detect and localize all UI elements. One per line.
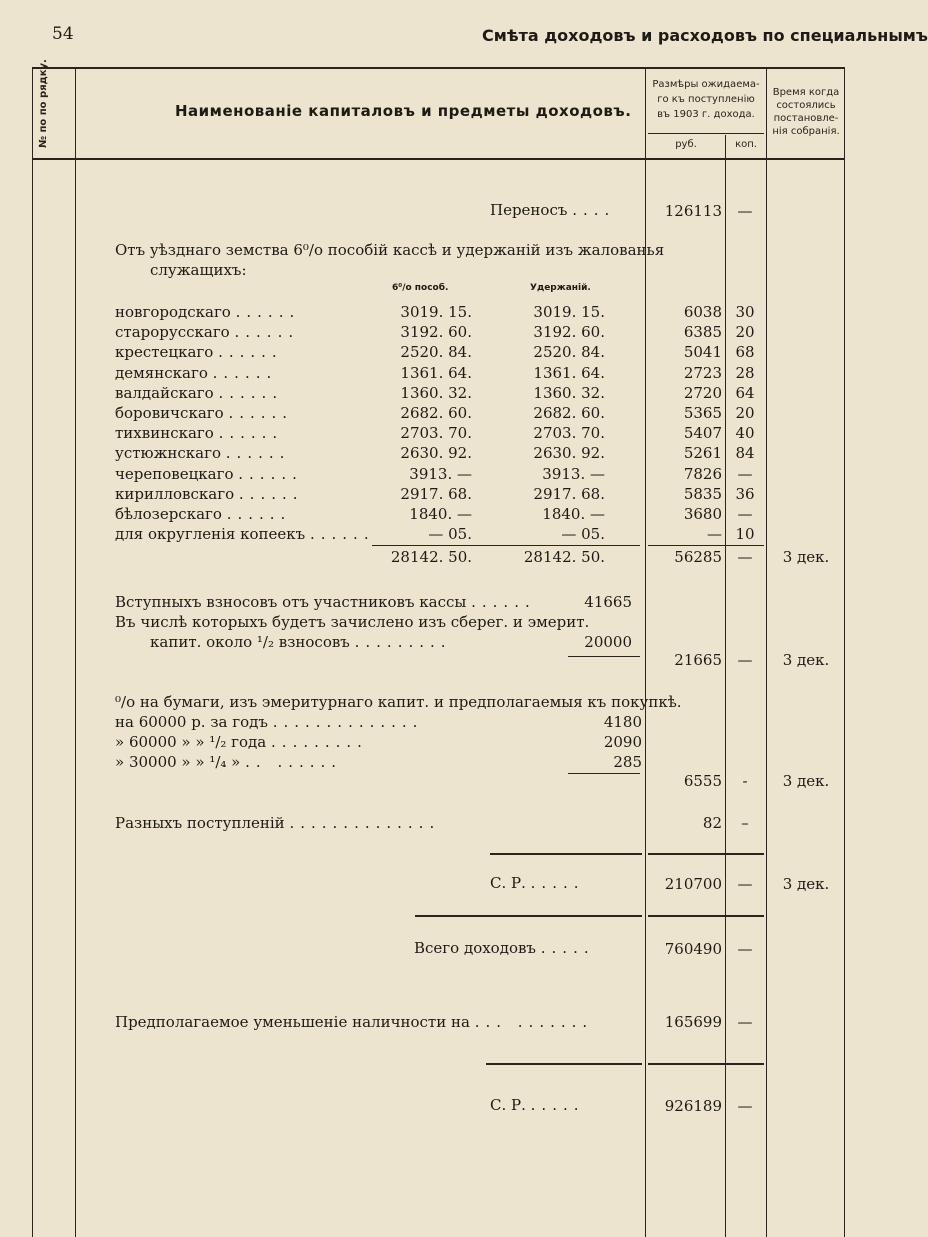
zemstvo-row-b: — 05. bbox=[561, 525, 605, 543]
header-date-l2: состоялись bbox=[776, 100, 836, 111]
zemstvo-row-b: 3019. 15. bbox=[533, 303, 605, 321]
entry-kop: — bbox=[737, 651, 753, 669]
total-label: Всего доходовъ ..... bbox=[414, 939, 595, 957]
zemstvo-row-name: кирилловскаго ...... bbox=[115, 485, 304, 503]
zemstvo-row-kop: — bbox=[737, 505, 753, 523]
header-date-l1: Время когда bbox=[772, 87, 840, 98]
sr1-kop: — bbox=[737, 875, 753, 893]
header-kop: коп. bbox=[735, 139, 757, 150]
zemstvo-row-kop: 10 bbox=[735, 525, 755, 543]
zemstvo-row-name-text: валдайскаго bbox=[115, 384, 214, 402]
zemstvo-total-b: 28142. 50. bbox=[523, 548, 605, 566]
zemstvo-row-b: 2917. 68. bbox=[533, 485, 605, 503]
col-border bbox=[725, 135, 726, 1237]
zemstvo-row-kop: 30 bbox=[735, 303, 755, 321]
zemstvo-row-kop: 28 bbox=[735, 364, 755, 382]
interest-rule bbox=[568, 773, 640, 774]
zemstvo-row-kop: 20 bbox=[735, 323, 755, 341]
zemstvo-row-rub: 2723 bbox=[683, 364, 722, 382]
zemstvo-date: 3 дек. bbox=[782, 548, 830, 566]
zemstvo-row-name: новгородскаго ...... bbox=[115, 303, 301, 321]
entry-v1: 41665 bbox=[584, 593, 632, 611]
total-rub: 760490 bbox=[664, 940, 722, 958]
sum-rule bbox=[490, 853, 642, 855]
carry-label: Переносъ .... bbox=[490, 201, 616, 219]
zemstvo-row-a: 2520. 84. bbox=[400, 343, 472, 361]
zemstvo-row-a: 2682. 60. bbox=[400, 404, 472, 422]
zemstvo-row-b: 1360. 32. bbox=[533, 384, 605, 402]
zemstvo-row-a: 3913. — bbox=[409, 465, 472, 483]
zemstvo-row-rub: 6038 bbox=[683, 303, 722, 321]
zemstvo-row-a: 2703. 70. bbox=[400, 424, 472, 442]
entry-date: 3 дек. bbox=[782, 651, 830, 669]
zemstvo-row-b: 2520. 84. bbox=[533, 343, 605, 361]
col-border bbox=[75, 67, 76, 1237]
zemstvo-row-name-text: демянскаго bbox=[115, 364, 208, 382]
zemstvo-row-a: 1361. 64. bbox=[400, 364, 472, 382]
zemstvo-row-kop: 20 bbox=[735, 404, 755, 422]
zemstvo-row-b: 2630. 92. bbox=[533, 444, 605, 462]
interest-date: 3 дек. bbox=[782, 772, 830, 790]
subtotal-rule bbox=[648, 545, 764, 546]
sr2-kop: — bbox=[737, 1097, 753, 1115]
header-amount-l2: го къ поступленiю bbox=[657, 94, 755, 105]
zemstvo-row-name: череповецкаго ...... bbox=[115, 465, 303, 483]
zemstvo-row-name-text: череповецкаго bbox=[115, 465, 234, 483]
zemstvo-row-name-text: новгородскаго bbox=[115, 303, 231, 321]
subtotal-rule bbox=[372, 545, 640, 546]
zemstvo-row-name: устюжнскаго ...... bbox=[115, 444, 291, 462]
interest-r1: на 60000 р. за годъ .............. bbox=[115, 713, 424, 731]
zemstvo-row-rub: 2720 bbox=[683, 384, 722, 402]
entry-l3: капит. около ¹/₂ взносовъ ......... bbox=[150, 633, 452, 651]
zemstvo-row-name-text: кирилловскаго bbox=[115, 485, 235, 503]
decrease-kop: — bbox=[737, 1013, 753, 1031]
entry-l1: Вступныхъ взносовъ отъ участниковъ кассы ...... bbox=[115, 593, 536, 611]
zemstvo-row-b: 1840. — bbox=[542, 505, 605, 523]
sum-rule bbox=[648, 853, 764, 855]
col-border bbox=[844, 67, 845, 1237]
zemstvo-row-name-text: бѣлозерскаго bbox=[115, 505, 222, 523]
zemstvo-row-rub: 3680 bbox=[683, 505, 722, 523]
zemstvo-col-a: 6⁰/о пособ. bbox=[392, 283, 449, 293]
running-title: Смѣта доходовъ и расходовъ по специальнымъ bbox=[482, 26, 928, 45]
col-border bbox=[766, 67, 767, 1237]
zemstvo-row-a: 1360. 32. bbox=[400, 384, 472, 402]
decrease-rub: 165699 bbox=[664, 1013, 722, 1031]
header-bottom-rule bbox=[32, 158, 844, 160]
sr1-date: 3 дек. bbox=[782, 875, 830, 893]
header-amount-l3: въ 1903 г. дохода. bbox=[657, 109, 755, 120]
zemstvo-row-name-text: для округленiя копеекъ bbox=[115, 525, 306, 543]
zemstvo-col-b: Удержанiй. bbox=[530, 283, 591, 293]
sum-rule bbox=[415, 915, 642, 917]
rub-kop-rule bbox=[648, 133, 764, 134]
total-kop: — bbox=[737, 940, 753, 958]
zemstvo-row-name: валдайскаго ...... bbox=[115, 384, 284, 402]
zemstvo-row-name-text: тихвинскаго bbox=[115, 424, 214, 442]
zemstvo-row-rub: 5041 bbox=[683, 343, 722, 361]
zemstvo-row-rub: 5835 bbox=[683, 485, 722, 503]
sum-rule bbox=[648, 915, 764, 917]
zemstvo-row-kop: 64 bbox=[735, 384, 755, 402]
interest-r2: » 60000 » » ¹/₂ года ......... bbox=[115, 733, 368, 751]
zemstvo-row-b: 1361. 64. bbox=[533, 364, 605, 382]
zemstvo-row-a: 3192. 60. bbox=[400, 323, 472, 341]
sr2-label: С. Р. ..... bbox=[490, 1096, 585, 1114]
interest-kop: - bbox=[742, 772, 748, 790]
interest-l1: ⁰/о на бумаги, изъ эмеритурнаго капит. и предполагаемыя къ покупкѣ. bbox=[115, 693, 682, 711]
zemstvo-row-name: бѣлозерскаго ...... bbox=[115, 505, 292, 523]
col-border bbox=[32, 67, 33, 1237]
zemstvo-row-kop: 40 bbox=[735, 424, 755, 442]
zemstvo-row-a: 1840. — bbox=[409, 505, 472, 523]
zemstvo-row-a: 2630. 92. bbox=[400, 444, 472, 462]
sr1-rub: 210700 bbox=[664, 875, 722, 893]
zemstvo-row-rub: 5407 bbox=[683, 424, 722, 442]
sr1-label: С. Р. ..... bbox=[490, 874, 585, 892]
header-name: Наименованiе капиталовъ и предметы доходовъ. bbox=[175, 102, 632, 120]
zemstvo-row-rub: 5365 bbox=[683, 404, 722, 422]
zemstvo-row-rub: 5261 bbox=[683, 444, 722, 462]
zemstvo-row-name: демянскаго ...... bbox=[115, 364, 278, 382]
zemstvo-row-name: крестецкаго ...... bbox=[115, 343, 283, 361]
zemstvo-title-l1: Отъ уѣзднаго земства 6⁰/о пособiй кассѣ и удержанiй изъ жалованья bbox=[115, 241, 665, 259]
zemstvo-row-b: 3913. — bbox=[542, 465, 605, 483]
zemstvo-row-rub: 6385 bbox=[683, 323, 722, 341]
zemstvo-title-l2: служащихъ: bbox=[150, 261, 247, 279]
zemstvo-row-a: 2917. 68. bbox=[400, 485, 472, 503]
entry-rub: 21665 bbox=[674, 651, 722, 669]
zemstvo-row-b: 2682. 60. bbox=[533, 404, 605, 422]
entry-rule bbox=[568, 656, 640, 657]
sum-rule bbox=[648, 1063, 764, 1065]
carry-kop: — bbox=[737, 202, 753, 220]
zemstvo-row-a: — 05. bbox=[428, 525, 472, 543]
misc-label: Разныхъ поступленiй .............. bbox=[115, 814, 441, 832]
interest-r3: » 30000 » » ¹/₄ » .. ...... bbox=[115, 753, 343, 771]
misc-rub: 82 bbox=[702, 814, 722, 832]
interest-v1: 4180 bbox=[603, 713, 642, 731]
zemstvo-row-name: для округленiя копеекъ ...... bbox=[115, 525, 375, 543]
decrease-label: Предполагаемое уменьшенiе наличности на ... ....... bbox=[115, 1013, 594, 1031]
zemstvo-row-kop: 36 bbox=[735, 485, 755, 503]
zemstvo-row-name: тихвинскаго ...... bbox=[115, 424, 284, 442]
zemstvo-row-name-text: крестецкаго bbox=[115, 343, 214, 361]
header-date-l3: постановле- bbox=[773, 113, 839, 124]
zemstvo-total-a: 28142. 50. bbox=[390, 548, 472, 566]
zemstvo-row-rub: 7826 bbox=[683, 465, 722, 483]
zemstvo-row-b: 3192. 60. bbox=[533, 323, 605, 341]
zemstvo-total-rub: 56285 bbox=[674, 548, 722, 566]
zemstvo-row-name-text: боровичскаго bbox=[115, 404, 224, 422]
entry-l2: Въ числѣ которыхъ будетъ зачислено изъ сберег. и эмерит. bbox=[115, 613, 590, 631]
interest-rub: 6555 bbox=[683, 772, 722, 790]
header-date-l4: нiя собранiя. bbox=[772, 126, 840, 137]
header-amount-l1: Размѣры ожидаема- bbox=[652, 79, 760, 90]
interest-v3: 285 bbox=[613, 753, 642, 771]
zemstvo-total-kop: — bbox=[737, 548, 753, 566]
carry-rub: 126113 bbox=[664, 202, 722, 220]
zemstvo-row-kop: — bbox=[737, 465, 753, 483]
misc-kop: – bbox=[741, 814, 749, 832]
page-number: 54 bbox=[52, 24, 74, 44]
sr2-rub: 926189 bbox=[664, 1097, 722, 1115]
header-number: № по по рядку. bbox=[38, 59, 49, 148]
zemstvo-row-kop: 68 bbox=[735, 343, 755, 361]
zemstvo-row-name: боровичскаго ...... bbox=[115, 404, 294, 422]
entry-v3: 20000 bbox=[584, 633, 632, 651]
zemstvo-row-name-text: устюжнскаго bbox=[115, 444, 221, 462]
zemstvo-row-a: 3019. 15. bbox=[400, 303, 472, 321]
zemstvo-row-rub: — bbox=[707, 525, 722, 543]
zemstvo-row-b: 2703. 70. bbox=[533, 424, 605, 442]
zemstvo-row-kop: 84 bbox=[735, 444, 755, 462]
zemstvo-row-name: старорусскаго ...... bbox=[115, 323, 300, 341]
interest-v2: 2090 bbox=[603, 733, 642, 751]
sum-rule bbox=[486, 1063, 642, 1065]
header-rub: руб. bbox=[675, 139, 697, 150]
zemstvo-row-name-text: старорусскаго bbox=[115, 323, 230, 341]
table-top-rule bbox=[32, 67, 844, 69]
